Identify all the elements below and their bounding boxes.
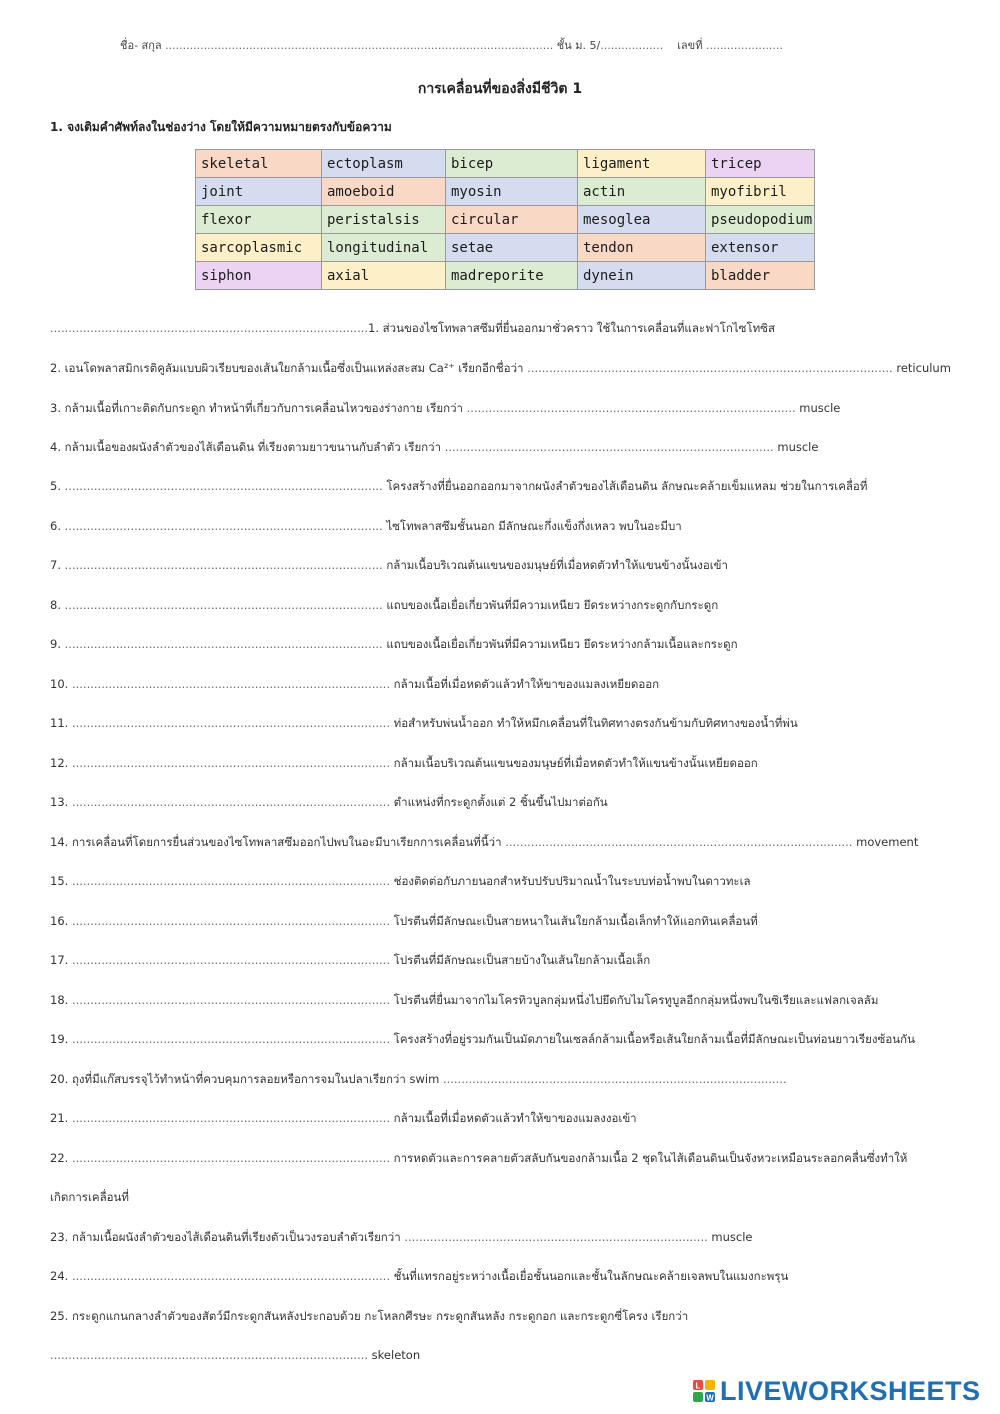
question-text: 8. <box>50 598 65 612</box>
question-text: 25. กระดูกแกนกลางลำตัวของสัตว์มีกระดูกสันหลังประกอบด้วย กะโหลกศีรษะ กระดูกสันหลัง กระดูกอก และกระดูกซี่โครง เรียกว่า <box>50 1309 689 1323</box>
question-line <box>50 478 867 496</box>
question-text: 6. <box>50 519 65 533</box>
question-line <box>50 1308 688 1326</box>
question-text-suffix: ช่องติดต่อกับภายนอกสำหรับปรับปริมาณน้ำในระบบท่อน้ำพบในดาวทะเล <box>389 874 751 888</box>
question-text-suffix: ชั้นที่แทรกอยู่ระหว่างเนื้อเยื่อชั้นนอกและชั้นในลักษณะคล้ายเจลพบในแมงกะพรุน <box>389 1269 789 1283</box>
question-text-suffix: ตำแหน่งที่กระดูกตั้งแต่ 2 ชิ้นขึ้นไปมาต่อกัน <box>389 795 608 809</box>
word-bank-cell: mesoglea <box>578 206 706 234</box>
brand-text: LIVEWORKSHEETS <box>720 1375 981 1406</box>
question-line <box>50 439 818 457</box>
question-text: 17. <box>50 953 72 967</box>
word-bank-cell: tricep <box>706 150 815 178</box>
word-bank-cell: joint <box>196 178 322 206</box>
question-line <box>50 755 758 773</box>
question-line <box>50 320 775 338</box>
question-text: 23. กล้ามเนื้อผนังลำตัวของไส้เดือนดินที่เรียงตัวเป็นวงรอบลำตัวเรียกว่า <box>50 1230 405 1244</box>
answer-blank[interactable]: ....................................................................................... <box>71 716 390 730</box>
question-text-suffix: กล้ามเนื้อบริเวณต้นแขนของมนุษย์ที่เมื่อหดตัวทำให้แขนข้างนั้นเหยียดออก <box>389 756 758 770</box>
page-title: การเคลื่อนที่ของสิ่งมีชีวิต 1 <box>417 81 583 97</box>
student-info-header <box>120 36 783 54</box>
number-label: เลขที่ <box>677 39 703 52</box>
question-text-suffix: กล้ามเนื้อที่เมื่อหดตัวแล้วทำให้ขาของแมลงงอเข้า <box>389 1111 637 1125</box>
word-bank-cell: tendon <box>578 234 706 262</box>
answer-blank[interactable]: .......................................................................................... <box>444 440 774 454</box>
question-text: 7. <box>50 558 65 572</box>
answer-blank[interactable]: ....................................................................................... <box>50 321 369 335</box>
word-bank-cell: flexor <box>196 206 322 234</box>
question-text: เกิดการเคลื่อนที่ <box>50 1190 129 1204</box>
question-text-suffix: โปรตีนที่มีลักษณะเป็นสายหนาในเส้นใยกล้ามเนื้อเล็กทำให้แอกทินเคลื่อนที่ <box>389 914 758 928</box>
question-text: 13. <box>50 795 72 809</box>
answer-blank[interactable]: ....................................................................................... <box>71 953 390 967</box>
question-text-suffix: โปรตีนที่มีลักษณะเป็นสายบ้างในเส้นใยกล้ามเนื้อเล็ก <box>389 953 651 967</box>
question-text-suffix: skeleton <box>368 1348 421 1362</box>
name-field[interactable]: ............................................................................................................... <box>165 39 554 52</box>
word-bank-cell: extensor <box>706 234 815 262</box>
name-label: ชื่อ- สกุล <box>120 39 162 52</box>
question-text-suffix: กล้ามเนื้อบริเวณต้นแขนของมนุษย์ที่เมื่อหดตัวทำให้แขนข้างนั้นงอเข้า <box>382 558 728 572</box>
answer-blank[interactable]: .................................................................................................... <box>527 361 893 375</box>
question-text: 16. <box>50 914 72 928</box>
question-line <box>50 1189 129 1207</box>
question-text: 24. <box>50 1269 72 1283</box>
question-text-suffix: แถบของเนื้อเยื่อเกี่ยวพันที่มีความเหนียว ยึดระหว่างกล้ามเนื้อและกระดูก <box>382 637 738 651</box>
question-text: 12. <box>50 756 72 770</box>
question-text-suffix: โครงสร้างที่อยู่รวมกันเป็นมัดภายในเซลล์กล้ามเนื้อหรือเส้นใยกล้ามเนื้อที่มีลักษณะเป็นท่อนยาวเรียงซ้อนกัน <box>389 1032 915 1046</box>
question-line <box>50 952 650 970</box>
question-text-suffix: movement <box>852 835 919 849</box>
question-text: 10. <box>50 677 72 691</box>
question-text-suffix: reticulum <box>892 361 951 375</box>
word-bank-cell: bladder <box>706 262 815 290</box>
question-text: 19. <box>50 1032 72 1046</box>
answer-blank[interactable]: ................................................................................... <box>404 1230 708 1244</box>
question-line <box>50 597 718 615</box>
question-line <box>50 676 659 694</box>
answer-blank[interactable]: ....................................................................................... <box>64 598 383 612</box>
question-text-suffix: การหดตัวและการคลายตัวสลับกันของกล้ามเนื้อ 2 ชุดในไส้เดือนดินเป็นจังหวะเหมือนระลอกคลื่นซึ่งทำให้ <box>389 1151 908 1165</box>
question-text-suffix: กล้ามเนื้อที่เมื่อหดตัวแล้วทำให้ขาของแมลงเหยียดออก <box>389 677 660 691</box>
question-text: 21. <box>50 1111 72 1125</box>
question-line <box>50 1071 787 1089</box>
word-bank-cell: ectoplasm <box>322 150 446 178</box>
answer-blank[interactable]: ....................................................................................... <box>71 795 390 809</box>
question-text-suffix: โครงสร้างที่ยื่นออกออกมาจากผนังลำตัวของไส้เดือนดิน ลักษณะคล้ายเข็มแหลม ช่วยในการเคลื่อที่ <box>382 479 868 493</box>
number-field[interactable]: ...................... <box>705 39 783 52</box>
question-line <box>50 834 918 852</box>
question-line <box>50 1229 753 1247</box>
word-bank-cell: bicep <box>446 150 578 178</box>
question-line <box>50 1348 420 1362</box>
question-text: 14. การเคลื่อนที่โดยการยื่นส่วนของไซโทพลาสซึมออกไปพบในอะมีบาเรียกการเคลื่อนที่นี้ว่า <box>50 835 506 849</box>
answer-blank[interactable]: ....................................................................................... <box>64 479 383 493</box>
answer-blank[interactable]: ....................................................................................... <box>71 1032 390 1046</box>
question-line <box>50 557 728 575</box>
word-bank-cell: peristalsis <box>322 206 446 234</box>
question-line <box>50 400 840 418</box>
word-bank-cell: siphon <box>196 262 322 290</box>
word-bank-cell: myosin <box>446 178 578 206</box>
word-bank-cell: circular <box>446 206 578 234</box>
answer-blank[interactable]: ....................................................................................... <box>71 993 390 1007</box>
question-line <box>50 715 798 733</box>
word-bank-cell: axial <box>322 262 446 290</box>
word-bank-cell: setae <box>446 234 578 262</box>
answer-blank[interactable]: ....................................................................................... <box>64 519 383 533</box>
answer-blank[interactable]: ....................................................................................... <box>71 914 390 928</box>
question-text: 9. <box>50 637 65 651</box>
question-line <box>50 360 951 378</box>
question-line <box>50 1268 788 1286</box>
question-text-suffix: 1. ส่วนของไซโทพลาสซึมที่ยื่นออกมาชั่วคราว ใช้ในการเคลื่อนที่และฟาโกไซโทซิส <box>368 321 775 335</box>
word-bank-cell: pseudopodium <box>706 206 815 234</box>
question-line <box>50 1150 907 1168</box>
question-text-suffix: ไซโทพลาสซึมชั้นนอก มีลักษณะกึ่งแข็งกึ่งเหลว พบในอะมีบา <box>382 519 682 533</box>
question-line <box>50 992 878 1010</box>
word-bank-cell: actin <box>578 178 706 206</box>
question-text: 11. <box>50 716 72 730</box>
question-text-suffix: muscle <box>795 401 841 415</box>
question-text: 18. <box>50 993 72 1007</box>
instruction-text: 1. จงเติมคำศัพท์ลงในช่องว่าง โดยให้มีความหมายตรงกับข้อความ <box>50 120 392 134</box>
class-label: ชั้น ม. 5/ <box>556 39 601 52</box>
question-text-suffix: ท่อสำหรับพ่นน้ำออก ทำให้หมึกเคลื่อนที่ในทิศทางตรงกันข้ามกับทิศทางของน้ำที่พ่น <box>389 716 798 730</box>
question-text-suffix: muscle <box>707 1230 753 1244</box>
liveworksheets-brand <box>692 1374 988 1408</box>
question-text: 15. <box>50 874 72 888</box>
liveworksheets-logo-icon <box>692 1379 716 1403</box>
answer-blank[interactable]: ............................................................................................... <box>505 835 853 849</box>
answer-blank[interactable]: ....................................................................................... <box>71 677 390 691</box>
class-field[interactable]: .................. <box>600 39 664 52</box>
word-bank-table <box>195 149 815 290</box>
word-bank-cell: myofibril <box>706 178 815 206</box>
answer-blank[interactable]: .............................................................................................. <box>442 1072 787 1086</box>
word-bank-row <box>196 234 815 262</box>
word-bank-cell: longitudinal <box>322 234 446 262</box>
question-text-suffix: แถบของเนื้อเยื่อเกี่ยวพันที่มีความเหนียว ยึดระหว่างกระดูกกับกระดูก <box>382 598 719 612</box>
word-bank-cell: skeletal <box>196 150 322 178</box>
word-bank-cell: sarcoplasmic <box>196 234 322 262</box>
answer-blank[interactable]: .......................................................................................... <box>466 401 796 415</box>
question-line <box>50 518 682 536</box>
answer-blank[interactable]: ....................................................................................... <box>50 1348 369 1362</box>
question-text: 5. <box>50 479 65 493</box>
word-bank-row <box>196 178 815 206</box>
word-bank-cell: dynein <box>578 262 706 290</box>
word-bank-row <box>196 150 815 178</box>
question-line <box>50 1031 915 1049</box>
word-bank-row <box>196 262 815 290</box>
answer-blank[interactable]: ....................................................................................... <box>71 1111 390 1125</box>
question-line <box>50 794 608 812</box>
question-text: 4. กล้ามเนื้อของผนังลำตัวของไส้เดือนดิน ที่เรียงตามยาวขนานกับลำตัว เรียกว่า <box>50 440 445 454</box>
answer-blank[interactable]: ....................................................................................... <box>71 756 390 770</box>
question-line <box>50 1110 637 1128</box>
logo-letter-l: L <box>695 1381 701 1391</box>
question-text: 22. <box>50 1151 72 1165</box>
word-bank-row <box>196 206 815 234</box>
word-bank-cell: amoeboid <box>322 178 446 206</box>
word-bank-cell: ligament <box>578 150 706 178</box>
logo-letter-w: W <box>706 1393 714 1403</box>
question-line <box>50 636 738 654</box>
answer-blank[interactable]: ....................................................................................... <box>64 637 383 651</box>
answer-blank[interactable]: ....................................................................................... <box>71 1151 390 1165</box>
question-line <box>50 913 758 931</box>
question-text: 20. ถุงที่มีแก๊สบรรจุไว้ทำหน้าที่ควบคุมการลอยหรือการจมในปลาเรียกว่า swim <box>50 1072 443 1086</box>
answer-blank[interactable]: ....................................................................................... <box>64 558 383 572</box>
question-text-suffix: muscle <box>773 440 819 454</box>
question-text-suffix: โปรตีนที่ยื่นมาจากไมโครทิวบูลกลุ่มหนึ่งไปยึดกับไมโครทูบูลอีกกลุ่มหนึ่งพบในซิเรียและแฟลกเจลลัม <box>389 993 879 1007</box>
answer-blank[interactable]: ....................................................................................... <box>71 1269 390 1283</box>
answer-blank[interactable]: ....................................................................................... <box>71 874 390 888</box>
question-text: 2. เอนโดพลาสมิกเรติคูลัมแบบผิวเรียบของเส้นใยกล้ามเนื้อซึ่งเป็นแหล่งสะสม Ca²⁺ เรียกอีกชื่อว่า <box>50 361 528 375</box>
question-text: 3. กล้ามเนื้อที่เกาะติดกับกระดูก ทำหน้าที่เกี่ยวกับการเคลื่อนไหวของร่างกาย เรียกว่า <box>50 401 467 415</box>
question-line <box>50 873 751 891</box>
word-bank-cell: madreporite <box>446 262 578 290</box>
